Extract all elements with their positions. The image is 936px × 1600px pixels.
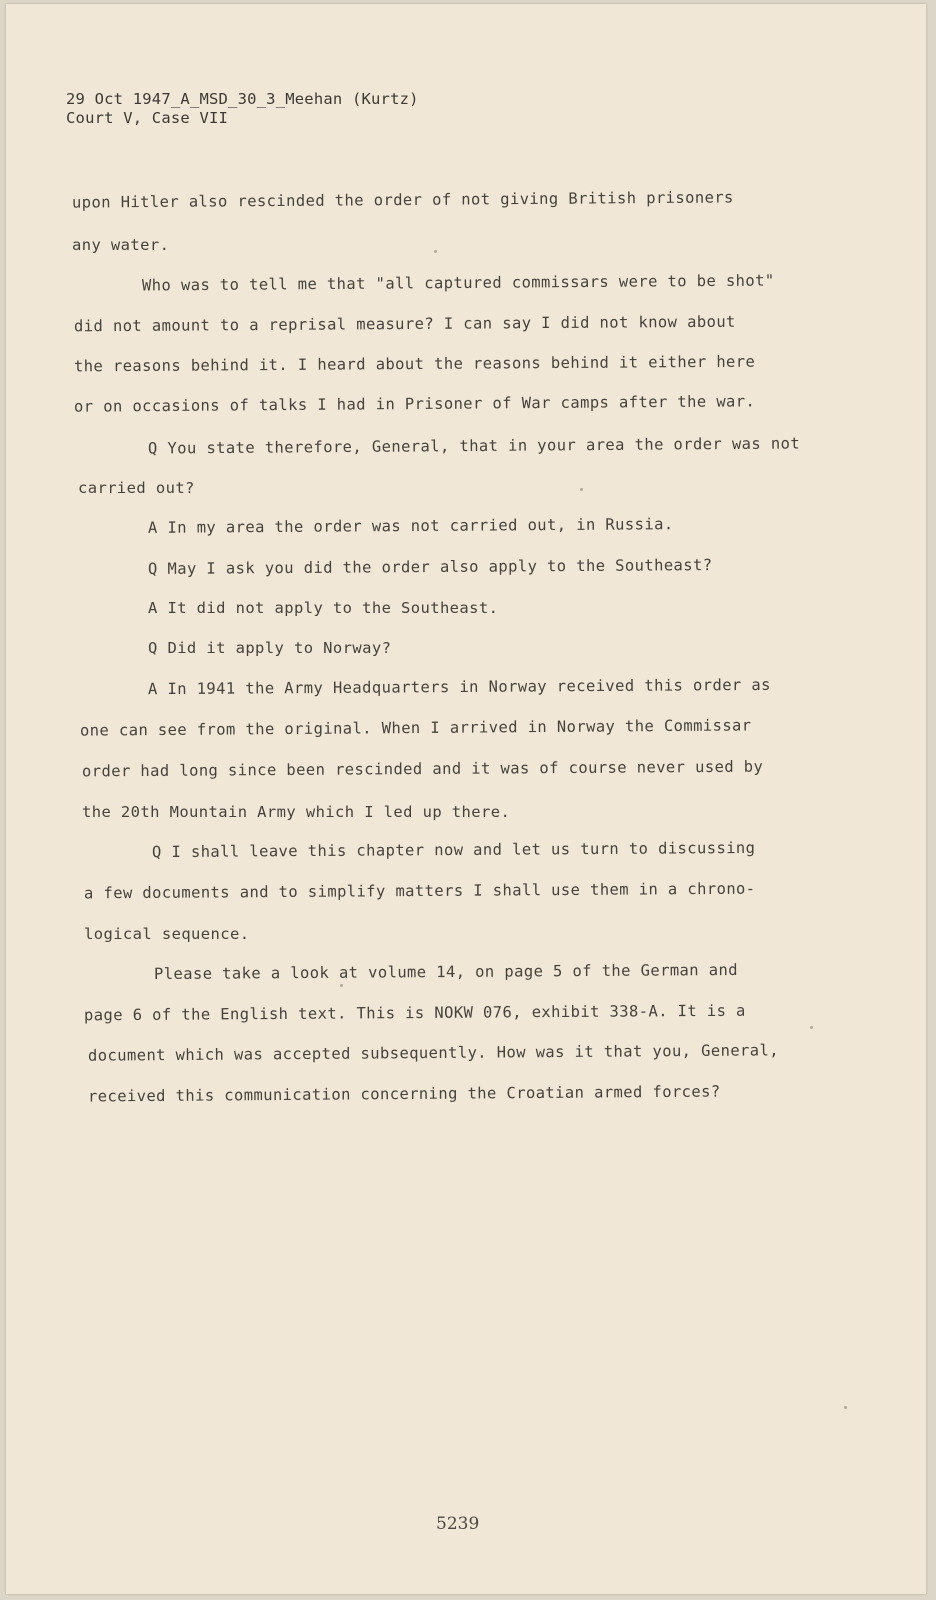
transcript-line: any water. bbox=[72, 236, 170, 254]
transcript-line: Please take a look at volume 14, on page 5 of the German and bbox=[153, 960, 738, 984]
transcript-line: or on occasions of talks I had in Prisoner of War camps after the war. bbox=[73, 392, 756, 416]
transcript-line: upon Hitler also rescinded the order of not giving British prisoners bbox=[71, 188, 734, 212]
document-header bbox=[66, 90, 419, 128]
document-page bbox=[6, 4, 926, 1594]
header-session-line: 29 Oct 1947_A_MSD_30_3_Meehan (Kurtz) bbox=[66, 90, 419, 108]
transcript-line: A In 1941 the Army Headquarters in Norway received this order as bbox=[147, 675, 771, 699]
transcript-line: order had long since been rescinded and it was of course never used by bbox=[81, 757, 764, 781]
paper-speck bbox=[434, 250, 437, 253]
transcript-line: logical sequence. bbox=[84, 925, 250, 943]
transcript-line: document which was accepted subsequently. How was it that you, General, bbox=[87, 1041, 780, 1065]
transcript-line: did not amount to a reprisal measure? I can say I did not know about bbox=[73, 312, 736, 336]
paper-speck bbox=[844, 1406, 847, 1409]
transcript-line: page 6 of the English text. This is NOKW 076, exhibit 338-A. It is a bbox=[83, 1001, 746, 1025]
transcript-line: Q I shall leave this chapter now and let us turn to discussing bbox=[151, 838, 756, 862]
transcript-line: Q You state therefore, General, that in your area the order was not bbox=[147, 434, 801, 458]
paper-speck bbox=[810, 1026, 813, 1029]
paper-speck bbox=[580, 488, 583, 491]
transcript-line: one can see from the original. When I arrived in Norway the Commissar bbox=[79, 716, 752, 740]
transcript-line: the reasons behind it. I heard about the reasons behind it either here bbox=[73, 352, 756, 376]
transcript-line: Q May I ask you did the order also apply to the Southeast? bbox=[147, 556, 713, 578]
transcript-line: Who was to tell me that "all captured commissars were to be shot" bbox=[141, 271, 775, 295]
page-number: 5239 bbox=[436, 1514, 480, 1534]
paper-speck bbox=[340, 984, 343, 987]
transcript-line: received this communication concerning the Croatian armed forces? bbox=[87, 1082, 721, 1106]
transcript-line: A It did not apply to the Southeast. bbox=[148, 599, 499, 617]
header-court-line: Court V, Case VII bbox=[66, 109, 229, 127]
transcript-line: carried out? bbox=[78, 479, 195, 497]
transcript-line: Q Did it apply to Norway? bbox=[148, 639, 392, 657]
transcript-line: A In my area the order was not carried out, in Russia. bbox=[147, 515, 674, 537]
transcript-line: the 20th Mountain Army which I led up there. bbox=[82, 803, 511, 821]
transcript-line: a few documents and to simplify matters I shall use them in a chrono- bbox=[83, 879, 756, 903]
